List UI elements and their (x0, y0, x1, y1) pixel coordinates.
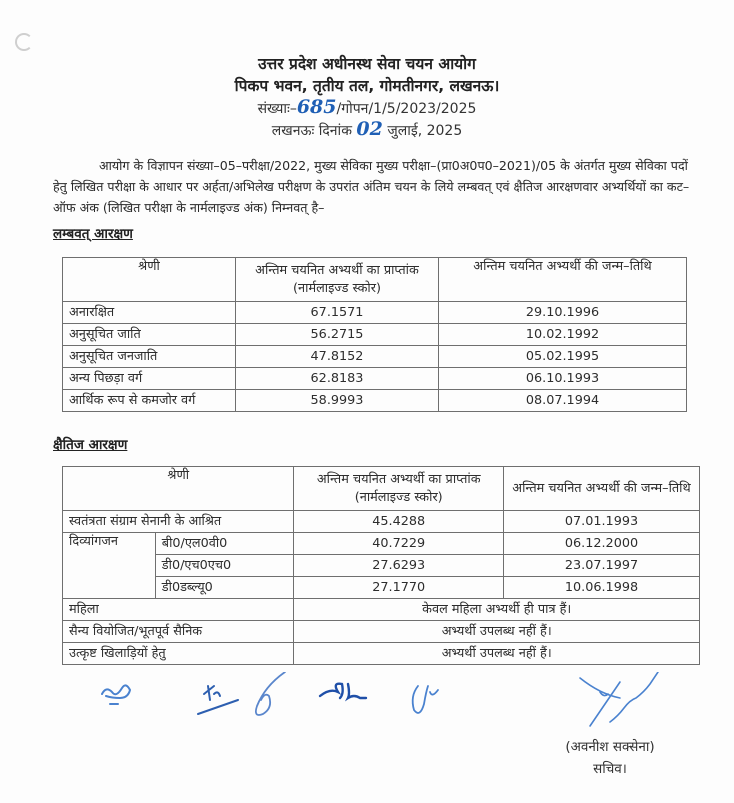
initial-1 (102, 685, 130, 704)
table-row (63, 577, 700, 599)
col-header-category: श्रेणी (63, 258, 236, 302)
reference-line (0, 96, 734, 118)
date-suffix: जुलाई, 2025 (387, 123, 463, 139)
category-cell: अनारक्षित (63, 302, 236, 324)
score-cell: 56.2715 (236, 324, 439, 346)
score-cell: 45.4288 (294, 511, 504, 533)
dob-cell: 10.02.1992 (439, 324, 687, 346)
table-row (63, 302, 687, 324)
ref-suffix: /गोपन/1/5/2023/2025 (336, 101, 477, 117)
org-name: उत्तर प्रदेश अधीनस्थ सेवा चयन आयोग (258, 55, 476, 73)
body-paragraph (53, 155, 693, 218)
score-cell: 58.9993 (236, 390, 439, 412)
dob-cell: 07.01.1993 (503, 511, 699, 533)
horizontal-reservation-title: क्षैतिज आरक्षण (53, 437, 128, 453)
score-cell: 27.6293 (294, 555, 504, 577)
divyang-category-cell: दिव्यांगजन (63, 533, 156, 599)
horizontal-reservation-table (62, 466, 700, 665)
category-cell: अन्य पिछड़ा वर्ग (63, 368, 236, 390)
table-header-row (63, 258, 687, 302)
subcategory-cell: बी0/एल0वी0 (155, 533, 294, 555)
ref-prefix: संख्याः– (257, 101, 297, 117)
secretary-signature (560, 672, 680, 736)
category-cell: स्वतंत्रता संग्राम सेनानी के आश्रित (63, 511, 294, 533)
subcategory-cell: डी0/एच0एच0 (155, 555, 294, 577)
signatory-name: (अवनीश सक्सेना) (565, 739, 655, 755)
dob-cell: 06.12.2000 (503, 533, 699, 555)
org-address: पिकप भवन, तृतीय तल, गोमतीनगर, लखनऊ। (234, 77, 500, 95)
date-prefix: लखनऊः दिनांक (271, 123, 352, 139)
table-row (63, 599, 700, 621)
table-row (63, 390, 687, 412)
initial-2 (198, 686, 238, 714)
paragraph-text: आयोग के विज्ञापन संख्या–05–परीक्षा/2022, मुख्य सेविका मुख्य परीक्षा–(प्रा0अ0प0–2021)/05 के अंतर्गत मुख्य सेविका पदों हेतु लिखित परीक्षा के आधार पर अर्हता/अभिलेख परीक्षण के उपरांत अंतिम चयन के लिये लम्बवत् एवं क्षैतिज आरक्षणवार अभ्यर्थियों का कट–ऑफ अंक (लिखित परीक्षा के नार्मलाइज्ड अंक) निम्नवत् है– (53, 158, 690, 215)
subcategory-cell: डी0डब्ल्यू0 (155, 577, 294, 599)
score-cell: 40.7229 (294, 533, 504, 555)
table-row (63, 511, 700, 533)
category-cell: सैन्य वियोजित/भूतपूर्व सैनिक (63, 621, 294, 643)
ref-number-handwritten: 685 (296, 96, 337, 118)
dob-cell: 08.07.1994 (439, 390, 687, 412)
category-cell: अनुसूचित जाति (63, 324, 236, 346)
table-row (63, 368, 687, 390)
dob-cell: 06.10.1993 (439, 368, 687, 390)
table-row (63, 324, 687, 346)
punch-hole-mark (15, 33, 33, 51)
col-header-score: अन्तिम चयनित अभ्यर्थी का प्राप्तांक (नार्मलाइज्ड स्कोर) (294, 467, 504, 511)
col-header-score: अन्तिम चयनित अभ्यर्थी का प्राप्तांक (नार्मलाइज्ड स्कोर) (236, 258, 439, 302)
category-cell: अनुसूचित जनजाति (63, 346, 236, 368)
dob-cell: 29.10.1996 (439, 302, 687, 324)
date-day-handwritten: 02 (356, 118, 383, 140)
initial-5 (413, 686, 438, 713)
initial-4 (320, 684, 366, 698)
col-header-dob: अन्तिम चयनित अभ्यर्थी की जन्म–तिथि (439, 258, 687, 302)
table-header-row (63, 467, 700, 511)
table-row (63, 346, 687, 368)
category-cell: उत्कृष्ट खिलाड़ियों हेतु (63, 643, 294, 665)
col-header-category: श्रेणी (63, 467, 294, 511)
category-cell: महिला (63, 599, 294, 621)
table-row (63, 533, 700, 555)
table-row (63, 621, 700, 643)
score-cell: 62.8183 (236, 368, 439, 390)
date-line (0, 118, 734, 140)
category-cell: आर्थिक रूप से कमजोर वर्ग (63, 390, 236, 412)
dob-cell: 23.07.1997 (503, 555, 699, 577)
col-header-dob: अन्तिम चयनित अभ्यर्थी की जन्म–तिथि (503, 467, 699, 511)
note-cell: अभ्यर्थी उपलब्ध नहीं हैं। (294, 643, 700, 665)
score-cell: 67.1571 (236, 302, 439, 324)
vertical-reservation-table (62, 257, 687, 412)
note-cell: अभ्यर्थी उपलब्ध नहीं हैं। (294, 621, 700, 643)
signatory-designation: सचिव। (593, 761, 627, 777)
dob-cell: 10.06.1998 (503, 577, 699, 599)
note-cell: केवल महिला अभ्यर्थी ही पात्र हैं। (294, 599, 700, 621)
dob-cell: 05.02.1995 (439, 346, 687, 368)
vertical-reservation-title: लम्बवत् आरक्षण (53, 226, 133, 242)
initials-signatures (80, 672, 480, 732)
score-cell: 47.8152 (236, 346, 439, 368)
table-row (63, 643, 700, 665)
initial-3 (256, 672, 285, 715)
table-row (63, 555, 700, 577)
score-cell: 27.1770 (294, 577, 504, 599)
